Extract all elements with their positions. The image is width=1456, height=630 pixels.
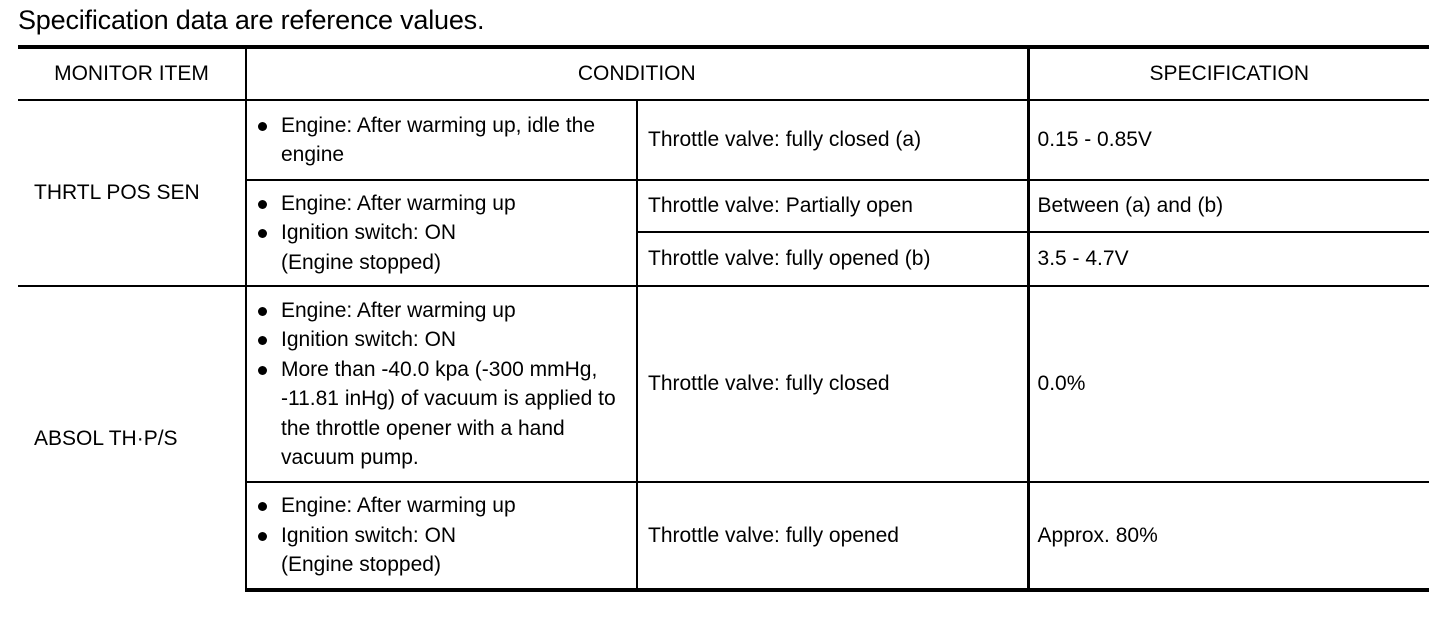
monitor-item-cell: ABSOL TH·P/S [18, 286, 246, 590]
reference-note: Specification data are reference values. [18, 5, 485, 35]
condition-bullets [246, 286, 637, 482]
spec-cell: Between (a) and (b) [1028, 180, 1429, 232]
header-monitor-item: MONITOR ITEM [18, 47, 246, 100]
bullet-dot-icon [258, 532, 267, 541]
bullet-dot-icon [258, 122, 267, 131]
table-row [18, 100, 1429, 180]
bullet-dot-icon [258, 502, 267, 511]
spec-cell: 3.5 - 4.7V [1028, 232, 1429, 286]
spec-table [18, 45, 1429, 592]
bullet-note: (Engine stopped) [281, 553, 441, 577]
condition-bullets [246, 482, 637, 590]
bullet-dot-icon [258, 307, 267, 316]
bullet-item: Engine: After warming up, idle the engine [255, 111, 636, 170]
condition-cell: Throttle valve: fully closed (a) [637, 100, 1028, 180]
condition-cell: Throttle valve: fully closed [637, 286, 1028, 482]
spec-cell: 0.0% [1028, 286, 1429, 482]
condition-cell: Throttle valve: Partially open [637, 180, 1028, 232]
spec-cell: Approx. 80% [1028, 482, 1429, 590]
bullet-item: Ignition switch: ON [255, 218, 636, 248]
header-row [18, 47, 1429, 100]
monitor-item-cell: THRTL POS SEN [34, 181, 200, 205]
bullet-item: Engine: After warming up [255, 189, 636, 219]
bullet-item: Engine: After warming up [255, 491, 636, 521]
bullet-item: Ignition switch: ON [255, 325, 636, 355]
header-specification: SPECIFICATION [1028, 47, 1429, 100]
table-row [18, 286, 1429, 482]
condition-bullets [246, 180, 637, 286]
condition-cell: Throttle valve: fully opened (b) [637, 232, 1028, 286]
bullet-item: More than -40.0 kpa (-300 mmHg, -11.81 inHg) of vacuum is applied to the throttle opener with a hand vacuum pump. [255, 355, 636, 473]
bullet-dot-icon [258, 366, 267, 375]
spec-cell: 0.15 - 0.85V [1028, 100, 1429, 180]
bullet-dot-icon [258, 229, 267, 238]
condition-cell: Throttle valve: fully opened [637, 482, 1028, 590]
bullet-dot-icon [258, 336, 267, 345]
bullet-item: Ignition switch: ON [255, 521, 636, 551]
bullet-note: (Engine stopped) [281, 250, 441, 274]
bullet-item: Engine: After warming up [255, 296, 636, 326]
condition-bullets [246, 100, 637, 180]
bullet-dot-icon [258, 200, 267, 209]
header-condition: CONDITION [246, 47, 1028, 100]
